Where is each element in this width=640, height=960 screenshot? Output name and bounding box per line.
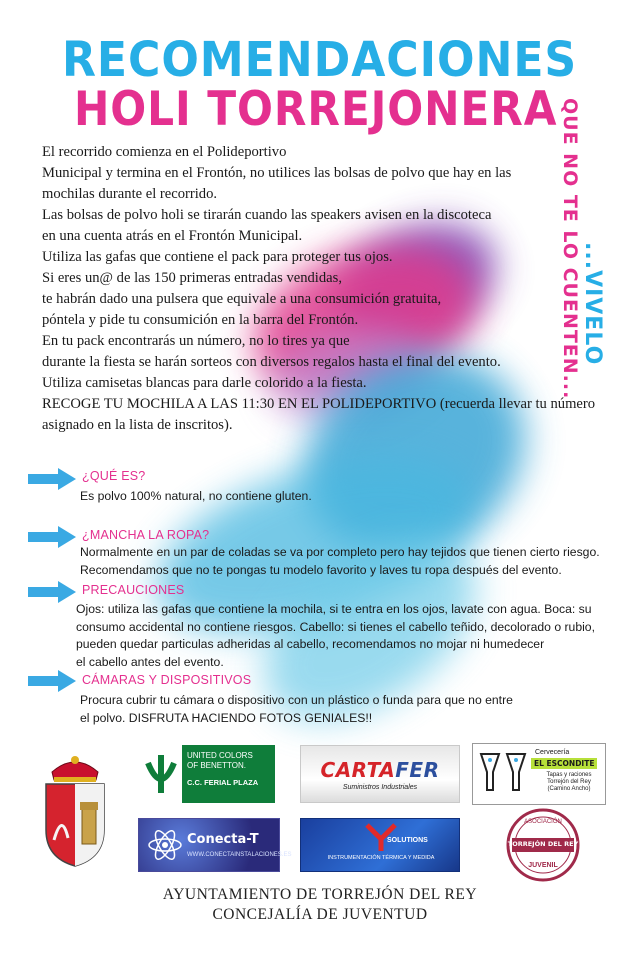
section-line: consumo accidental no contiene riesgos. Cabello: si tienes el cabello teñido, decolorado o rubio,	[76, 619, 595, 634]
escondite-line: Tapas y raciones	[546, 772, 592, 778]
footer-ayuntamiento: AYUNTAMIENTO DE TORREJÓN DEL REY	[162, 886, 478, 903]
arrow-right-icon	[28, 670, 76, 692]
beer-glasses-icon	[477, 750, 529, 798]
intro-text	[42, 142, 612, 436]
cartafer-tagline: Suministros Industriales	[342, 783, 418, 791]
escondite-line: Torrejón del Rey	[547, 779, 591, 785]
section-line: Recomendamos que no te pongas tu modelo favorito y laves tu ropa después del evento.	[80, 562, 562, 577]
arrow-right-icon	[28, 526, 76, 548]
escondite-logo	[472, 743, 606, 805]
intro-line: durante la fiesta se harán sorteos con diversos regalos hasta el final del evento.	[42, 354, 501, 370]
cartafer-logo	[300, 745, 460, 803]
section-heading: PRECAUCIONES	[82, 583, 185, 597]
badge-top-text: ASOCIACIÓN	[524, 819, 562, 825]
y-solutions-tagline: INSTRUMENTACIÓN TÉRMICA Y MEDIDA	[327, 855, 435, 861]
section-heading: ¿QUÉ ES?	[82, 469, 146, 483]
conecta-t-logo	[138, 818, 292, 872]
section-text	[80, 544, 600, 579]
intro-line: Si eres un@ de las 150 primeras entradas vendidas,	[42, 270, 342, 286]
section-text	[80, 488, 312, 506]
section-line: Es polvo 100% natural, no contiene gluten.	[80, 489, 312, 503]
section-heading: ¿MANCHA LA ROPA?	[82, 528, 210, 542]
benetton-logo	[140, 745, 275, 803]
section-heading: CÁMARAS Y DISPOSITIVOS	[82, 673, 252, 687]
intro-line: Utiliza las gafas que contiene el pack para proteger tus ojos.	[42, 249, 393, 265]
benetton-knot-icon	[140, 745, 182, 803]
arrow-right-icon	[28, 468, 76, 490]
intro-line: En tu pack encontrarás un número, no lo tires ya que	[42, 333, 350, 349]
y-solutions-logo	[300, 818, 460, 872]
arrow-right-icon	[28, 581, 76, 603]
section-text	[76, 601, 595, 671]
conecta-name: Conecta-T	[187, 832, 259, 847]
intro-line: te habrán dado una pulsera que equivale a una consumición gratuita,	[42, 291, 442, 307]
intro-line: El recorrido comienza en el Polideportivo	[42, 144, 287, 160]
section-text	[80, 692, 513, 727]
escondite-line: (Camino Ancho)	[547, 786, 591, 792]
benetton-mark	[140, 745, 182, 803]
benetton-location: C.C. FERIAL PLAZA	[187, 778, 259, 787]
intro-line: póntela y pide tu consumición en la barra del Frontón.	[42, 312, 359, 328]
intro-line: asignado en la lista de inscritos).	[42, 417, 233, 433]
slogan-line-2: ...VIVELO	[580, 242, 605, 366]
footer-concejalia: CONCEJALÍA DE JUVENTUD	[212, 906, 428, 923]
atom-icon	[147, 827, 183, 863]
y-solutions-name: SOLUTIONS	[387, 837, 428, 844]
asociacion-juvenil-logo	[506, 808, 580, 882]
title-recomendaciones: RECOMENDACIONES	[62, 32, 578, 88]
section-line: el cabello antes del evento.	[76, 654, 224, 669]
title-holi-torrejonera: HOLI TORREJONERA	[74, 82, 558, 137]
intro-line: RECOGE TU MOCHILA A LAS 11:30 EN EL POLIDEPORTIVO (recuerda llevar tu número	[42, 396, 596, 412]
intro-line: Municipal y termina en el Frontón, no utilices las bolsas de polvo que hay en las	[42, 165, 512, 181]
intro-line: mochilas durante el recorrido.	[42, 186, 218, 202]
benetton-text	[182, 745, 275, 803]
intro-line: en una cuenta atrás en el Frontón Municipal.	[42, 228, 303, 244]
conecta-url: WWW.CONECTAINSTALACIONES.ES	[187, 852, 292, 858]
benetton-line: OF BENETTON.	[187, 760, 246, 770]
section-line: pueden quedar particulas adheridas al cabello, recomendamos no mojar ni humedecer	[76, 637, 545, 651]
escondite-details	[533, 772, 605, 793]
cartafer-name-a: CARTA	[320, 757, 396, 782]
badge-bottom-text: JUVENIL	[528, 862, 558, 869]
section-line: Ojos: utiliza las gafas que contiene la mochila, si te entra en los ojos, lavate con agua. Boca: su	[76, 602, 592, 616]
section-line: Normalmente en un par de coladas se va por completo pero hay tejidos que tienen cierto riesgo.	[80, 545, 600, 559]
town-crest-logo	[38, 750, 112, 870]
escondite-name: EL ESCONDITE	[531, 758, 597, 769]
intro-line: Las bolsas de polvo holi se tirarán cuando las speakers avisen en la discoteca	[42, 207, 492, 223]
cartafer-name-b: FER	[395, 757, 440, 782]
escondite-kind: Cervecería	[535, 749, 570, 756]
section-line: Procura cubrir tu cámara o dispositivo con un plástico o funda para que no entre	[80, 693, 513, 707]
cartafer-name	[321, 758, 440, 782]
slogan-line-1: QUE NO TE LO CUENTEN...	[559, 98, 581, 400]
intro-line: Utiliza camisetas blancas para darle colorido a la fiesta.	[42, 375, 367, 391]
badge-middle-text: TORREJÓN DEL REY	[507, 840, 579, 848]
section-line: el polvo. DISFRUTA HACIENDO FOTOS GENIALES!!	[80, 710, 373, 725]
benetton-line: UNITED COLORS	[187, 751, 253, 760]
